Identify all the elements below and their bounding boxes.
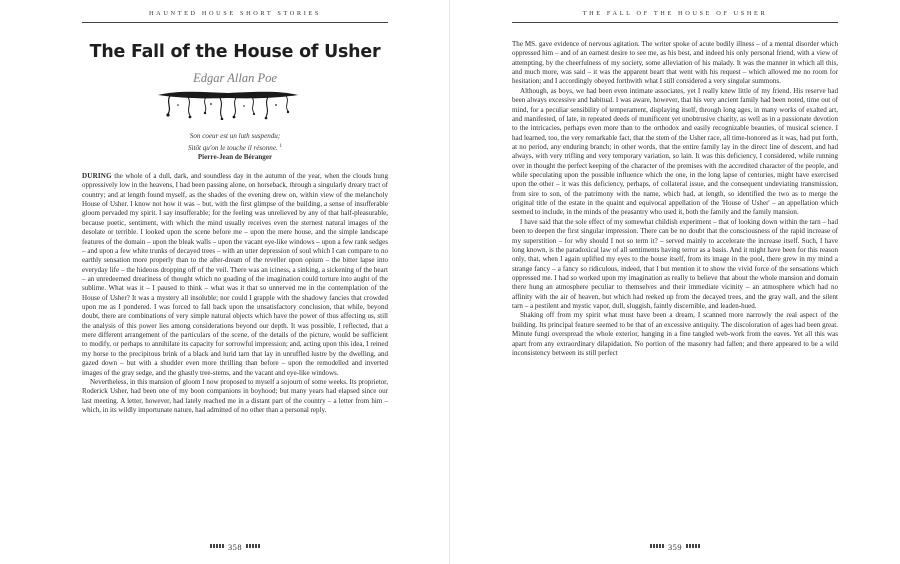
paragraph: I have said that the sole effect of my somewhat childish experiment – that of looking down within the tarn – had been to deepen the first singular impression. There can be no doubt that the consciousness of the rapid increase of my superstition – for why should I not so term it? – served mainly to accelerate the increase itself. Such, I have long known, is the paradoxical law of all sentiments having terror as a basis. And it might have been for this reason only, that, when I again uplifted my eyes to the house itself, from its image in the pool, there grew in my mind a strange fancy – a fancy so ridiculous, indeed, that I but mention it to show the vivid force of the sensations which oppressed me. I had so worked upon my imagination as really to believe that about the whole mansion and domain there hung an atmosphere peculiar to themselves and their immediate vicinity – an atmosphere which had no affinity with the air of heaven, but which had reeked up from the decayed trees, and the gray wall, and the silent tarn – a pestilent and mystic vapor, dull, sluggish, faintly discernible, and leaden-hued. [512, 217, 838, 311]
footnote-marker: 1 [279, 143, 283, 149]
folio-ornament [686, 544, 700, 548]
right-body-text [512, 40, 838, 358]
title-ornament [148, 86, 308, 120]
folio-ornament [650, 544, 664, 548]
right-page-number [512, 543, 838, 552]
paragraph: Nevertheless, in this mansion of gloom I now proposed to myself a sojourn of some weeks. Its proprietor, Roderick Usher, had been one of my boon companions in boyhood; but many years had elapsed since our last meeting. A letter, however, had lately reached me in a distant part of the country – a letter from him – which, in its wildly importunate nature, had admitted of no other than a personal reply. [82, 377, 388, 414]
story-author: Edgar Allan Poe [193, 71, 277, 85]
paragraph: Although, as boys, we had been even intimate associates, yet I really knew little of my friend. His reserve had been always excessive and habitual. I was aware, however, that his very ancient family had been noted, time out of mind, for a peculiar sensibility of temperament, displaying itself, through long ages, in many works of exalted art, and manifested, of late, in repeated deeds of munificent yet unobtrusive charity, as well as in a passionate devotion to the intricacies, perhaps even more than to the orthodox and easily recognizable beauties, of musical science. I had learned, too, the very remarkable fact, that the stem of the Usher race, all time-honored as it was, had put forth, at no period, any enduring branch; in other words, that the entire family lay in the direct line of descent, and had always, with very trifling and very temporary variation, so lain. It was this deficiency, I considered, while running over in thought the perfect keeping of the character of the premises with the accredited character of the people, and while speculating upon the possible influence which the one, in the long lapse of centuries, might have exercised upon the other – it was this deficiency, perhaps, of collateral issue, and the consequent undeviating transmission, from sire to son, of the patrimony with the name, which had, at length, so identified the two as to merge the original title of the estate in the quaint and equivocal appellation of the 'House of Usher' – an appellation which seemed to include, in the minds of the peasantry who used it, both the family and the family mansion. [512, 86, 838, 217]
paragraph-text: the whole of a dull, dark, and soundless day in the autumn of the year, when the clouds hung oppressively low in the heavens, I had been passing alone, on horseback, through a singularly dreary tract of country; and at length found myself, as the shades of the evening drew on, within view of the melancholy House of Usher. I know not how it was – but, with the first glimpse of the building, a sense of insufferable gloom pervaded my spirit. I say insufferable; for the feeling was unrelieved by any of that half-pleasurable, because poetic, sentiment, with which the mind usually receives even the sternest natural images of the desolate or terrible. I looked upon the scene before me – upon the mere house, and the simple landscape features of the domain – upon the bleak walls – upon the vacant eye-like windows – upon a few rank sedges – and upon a few white trunks of decayed trees – with an utter depression of soul which I can compare to no earthly sensation more properly than to the after-dream of the reveller upon opium – the bitter lapse into everyday life – the hideous dropping off of the veil. There was an iciness, a sinking, a sickening of the heart – an unredeemed dreariness of thought which no goading of the imagination could torture into aught of the sublime. What was it – I paused to think – what was it that so unnerved me in the contemplation of the House of Usher? It was a mystery all insoluble; nor could I grapple with the shadowy fancies that crowded upon me as I pondered. I was forced to fall back upon the unsatisfactory conclusion, that while, beyond doubt, there are combinations of very simple natural objects which have the power of thus affecting us, still the analysis of this power lies among considerations beyond our depth. It was possible, I reflected, that a mere different arrangement of the particulars of the scene, of the details of the picture, would be sufficient to modify, or perhaps to annihilate its capacity for sorrowful impression; and, acting upon this idea, I reined my horse to the precipitous brink of a black and lurid tarn that lay in unruffled lustre by the dwelling, and gazed down – but with a shudder even more thrilling than before – upon the remodelled and inverted images of the gray sedge, and the ghastly tree-stems, and the vacant and eye-like windows. [82, 172, 388, 377]
folio-ornament [246, 544, 260, 548]
left-body-text [82, 172, 388, 415]
page-gutter [449, 0, 450, 564]
epigraph [82, 132, 388, 163]
epigraph-attribution: Pierre-Jean de Béranger [197, 153, 273, 162]
opening-word: DURING [82, 172, 112, 180]
right-head-rule [512, 22, 838, 23]
left-head-rule [82, 22, 388, 23]
left-folio-text: 358 [227, 543, 243, 552]
epigraph-line-1: Son coeur est un luth suspendu; [189, 132, 281, 140]
folio-ornament [210, 544, 224, 548]
epigraph-line-2 [82, 142, 388, 154]
right-running-head: THE FALL OF THE HOUSE OF USHER [582, 10, 768, 17]
paragraph: The MS. gave evidence of nervous agitation. The writer spoke of acute bodily illness – of a mental disorder which oppressed him – and of an earnest desire to see me, as his best, and indeed his only personal friend, with a view of attempting, by the cheerfulness of my society, some alleviation of his malady. It was the manner in which all this, and much more, was said – it was the apparent heart that went with his request – which allowed me no room for hesitation; and I accordingly obeyed forthwith what I still considered a very singular summons. [512, 40, 838, 86]
story-title: The Fall of the House of Usher [89, 42, 381, 62]
paragraph: Shaking off from my spirit what must have been a dream, I scanned more narrowly the real aspect of the building. Its principal feature seemed to be that of an excessive antiquity. The discoloration of ages had been great. Minute fungi overspread the whole exterior, hanging in a fine tangled web-work from the eaves. Yet all this was apart from any extraordinary dilapidation. No portion of the masonry had fallen; and there appeared to be a wild inconsistency between its still perfect [512, 311, 838, 357]
left-running-head: HAUNTED HOUSE SHORT STORIES [149, 10, 321, 17]
right-folio-text: 359 [667, 543, 683, 552]
left-page-number [82, 543, 388, 552]
paragraph [82, 172, 388, 378]
epigraph-line-2-text: Sitôt qu'on le touche il résonne. [187, 143, 278, 152]
